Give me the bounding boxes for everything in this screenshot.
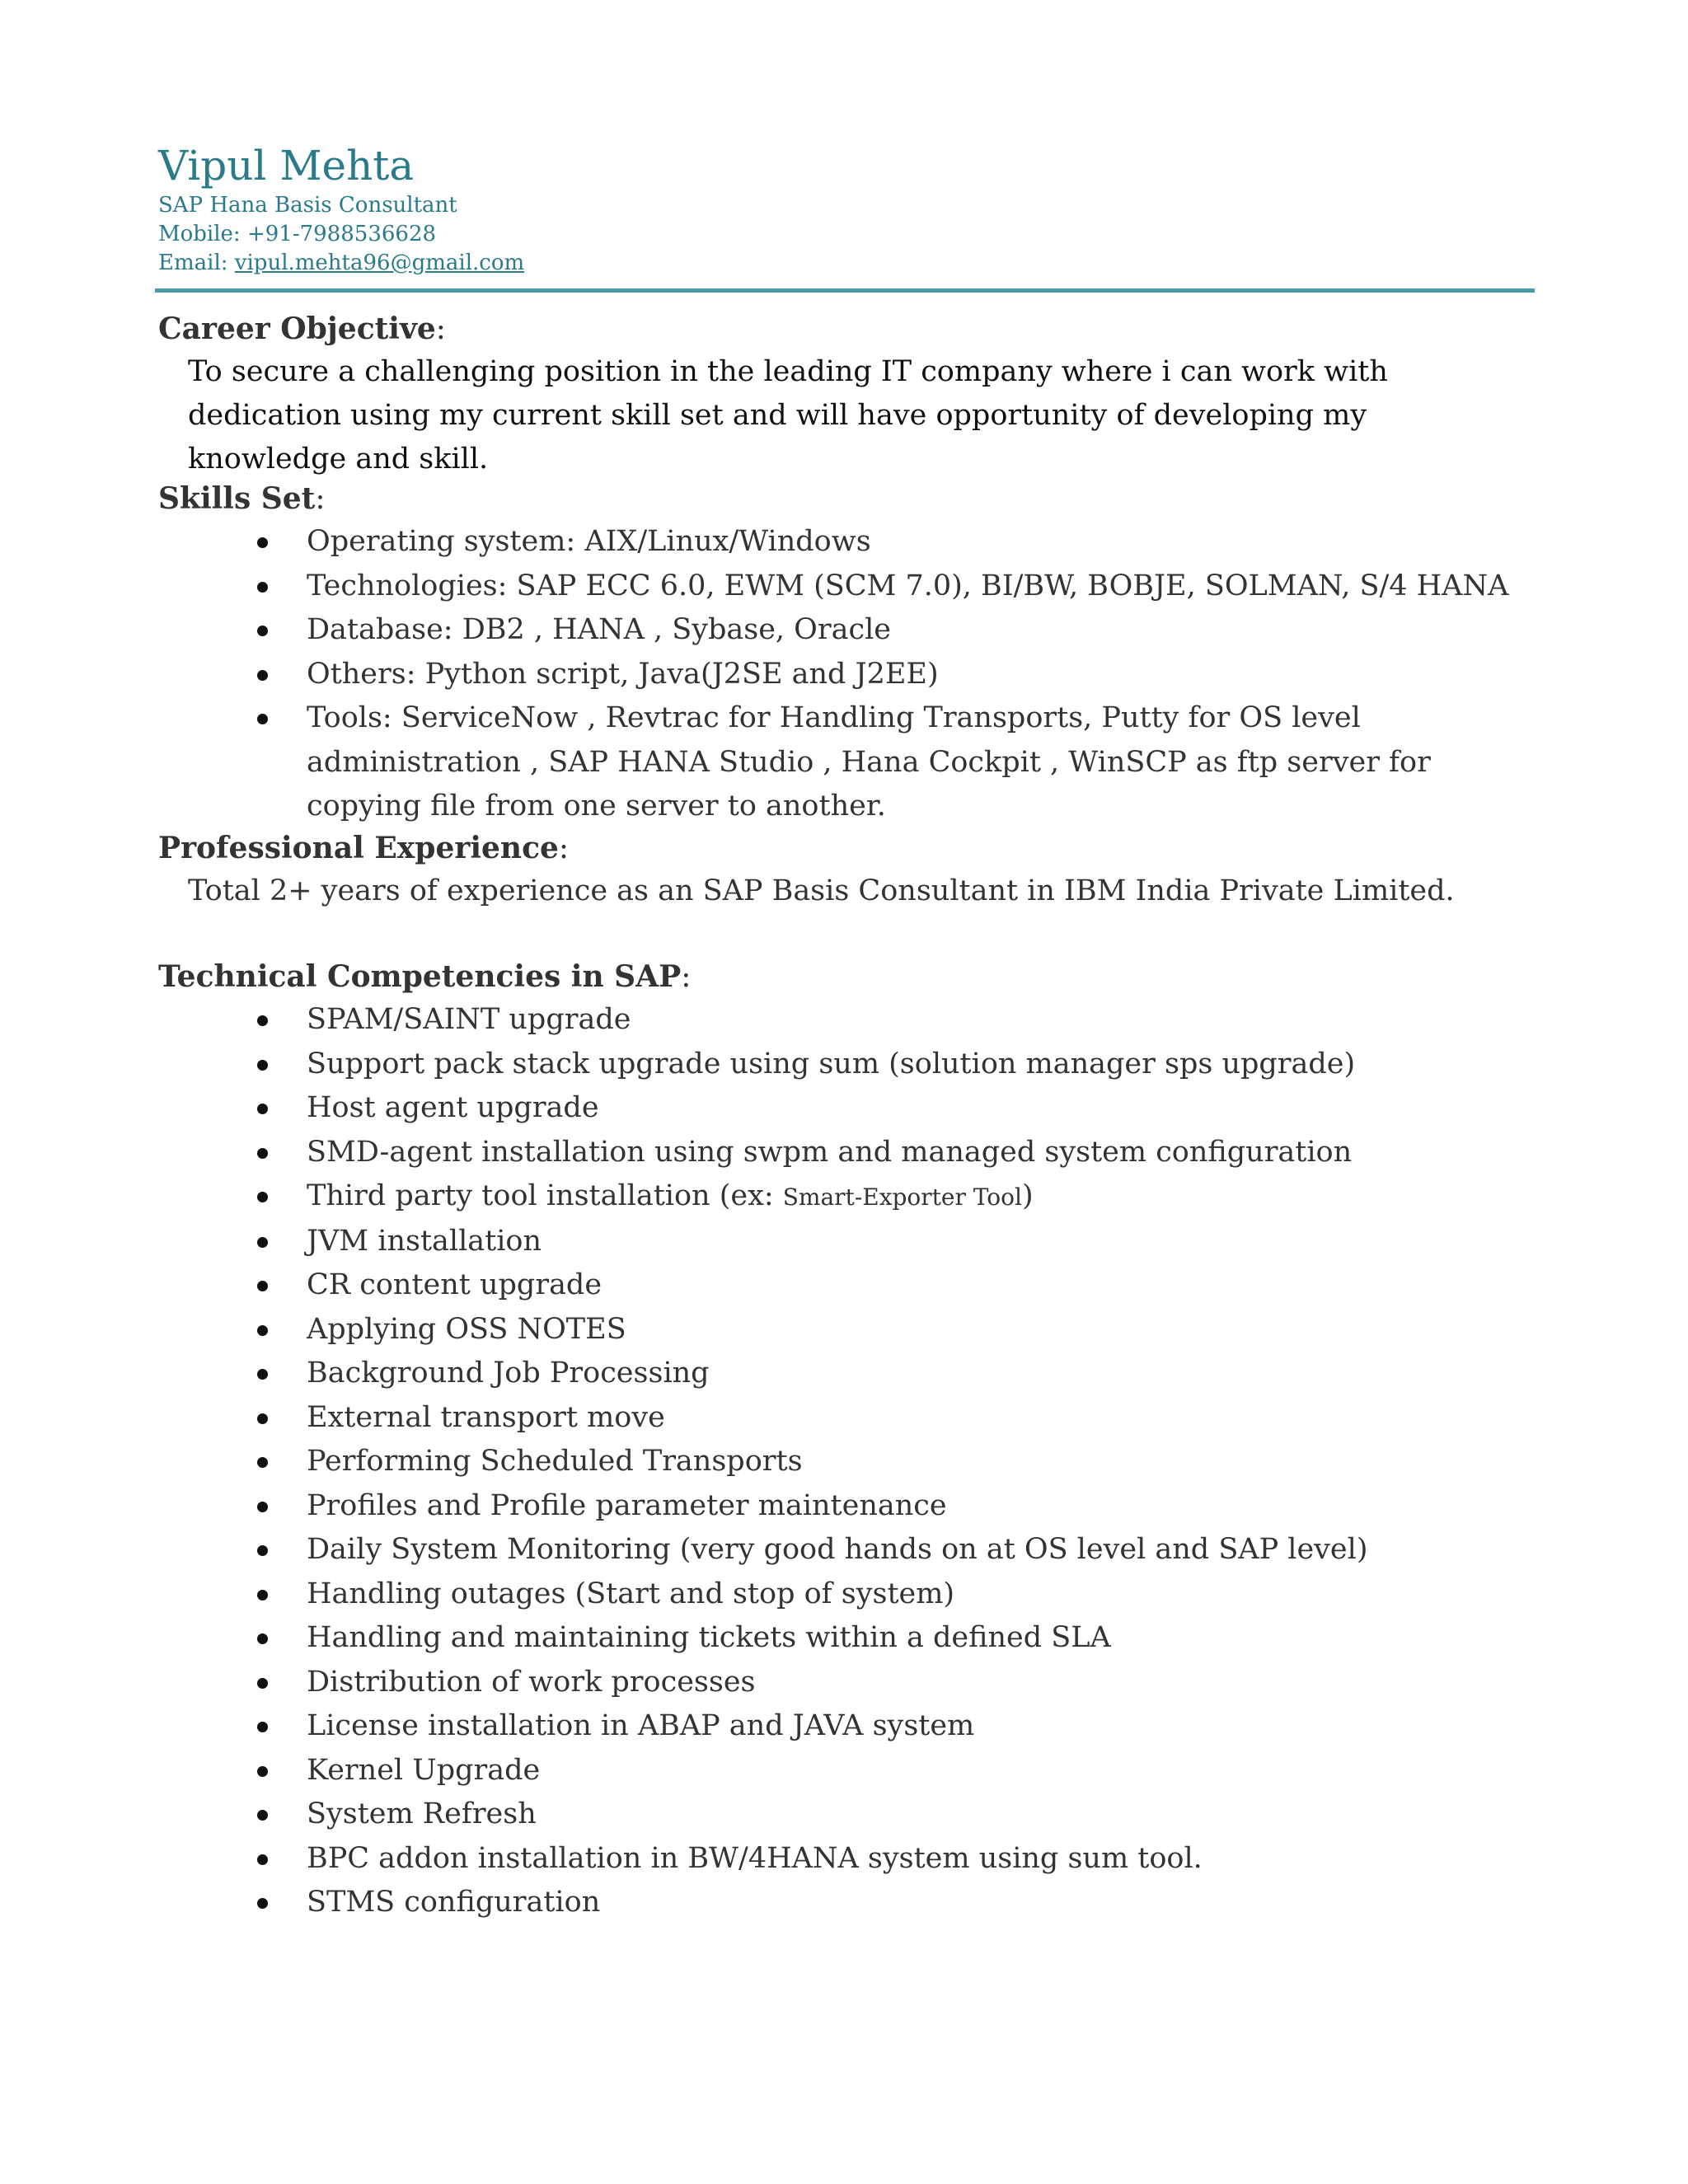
bullet-icon	[257, 1413, 268, 1424]
professional-experience-heading: Professional Experience:	[158, 831, 570, 865]
email-label: Email:	[158, 251, 235, 275]
list-item	[158, 1086, 1543, 1131]
list-item-text: Performing Scheduled Transports	[307, 1445, 803, 1478]
list-item-text: JVM installation	[307, 1224, 542, 1258]
list-item-text: Profiles and Profile parameter maintenance	[307, 1488, 947, 1522]
list-item	[158, 1881, 1543, 1925]
technical-competencies-section	[158, 956, 1543, 1925]
list-item	[158, 1043, 1543, 1087]
resume-header	[158, 140, 1535, 278]
list-item	[158, 520, 1543, 565]
list-item	[158, 608, 1543, 653]
list-item-text: SPAM/SAINT upgrade	[307, 1003, 631, 1036]
bullet-icon	[257, 714, 268, 724]
list-item	[158, 1484, 1543, 1529]
list-item	[158, 1263, 1543, 1308]
list-item-text: Operating system: AIX/Linux/Windows	[307, 525, 871, 558]
candidate-name: Vipul Mehta	[158, 142, 415, 190]
list-item-text: Applying OSS NOTES	[307, 1312, 626, 1346]
technical-competencies-list	[158, 998, 1543, 1925]
list-item-text: Daily System Monitoring (very good hands on at OS level and SAP level)	[307, 1533, 1368, 1566]
list-item-text: Others: Python script, Java(J2SE and J2EE)	[307, 657, 939, 691]
email-line	[158, 249, 1535, 278]
email-link[interactable]: vipul.mehta96@gmail.com	[234, 251, 525, 275]
list-item-text: Support pack stack upgrade using sum (solution manager sps upgrade)	[307, 1047, 1356, 1080]
list-item-text: Handling and maintaining tickets within a defined SLA	[307, 1621, 1111, 1654]
bullet-icon	[257, 537, 268, 548]
list-item	[158, 1440, 1543, 1484]
list-item-text: Technologies: SAP ECC 6.0, EWM (SCM 7.0), BI/BW, BOBJE, SOLMAN, S/4 HANA	[307, 569, 1509, 602]
bullet-icon	[257, 670, 268, 681]
list-item	[158, 1352, 1543, 1396]
list-item-text: Host agent upgrade	[307, 1091, 599, 1124]
mobile-line	[158, 220, 1535, 249]
list-item	[158, 1220, 1543, 1264]
list-item-text: Distribution of work processes	[307, 1665, 756, 1699]
professional-experience-section	[158, 827, 1543, 913]
list-item	[158, 1528, 1543, 1572]
bullet-icon	[257, 1060, 268, 1071]
list-item	[158, 1837, 1543, 1882]
list-item	[158, 1396, 1543, 1441]
list-item-text: SMD-agent installation using swpm and managed system configuration	[307, 1135, 1353, 1169]
list-item	[158, 565, 1543, 609]
mobile-number: +91-7988536628	[246, 222, 437, 246]
list-item-text: STMS configuration	[307, 1886, 601, 1919]
bullet-icon	[257, 1633, 268, 1644]
list-item	[158, 1661, 1543, 1705]
career-objective-heading: Career Objective:	[158, 312, 446, 346]
candidate-title: SAP Hana Basis Consultant	[158, 193, 457, 218]
header-divider	[155, 288, 1535, 293]
list-item	[158, 1174, 1543, 1220]
skills-list	[158, 520, 1543, 829]
list-item	[158, 653, 1543, 697]
list-item	[158, 1616, 1543, 1661]
skills-set-section	[158, 478, 1543, 829]
bullet-icon	[257, 1237, 268, 1248]
bullet-icon	[257, 1810, 268, 1821]
list-item-text: Third party tool installation (ex:	[307, 1179, 783, 1212]
list-item-text: Database: DB2 , HANA , Sybase, Oracle	[307, 613, 891, 646]
tool-name: Smart-Exporter Tool	[782, 1183, 1022, 1211]
bullet-icon	[257, 1502, 268, 1512]
mobile-label: Mobile:	[158, 222, 247, 246]
bullet-icon	[257, 1192, 268, 1202]
bullet-icon	[257, 1457, 268, 1468]
list-item	[158, 1749, 1543, 1793]
career-objective-section	[158, 308, 1543, 481]
bullet-icon	[257, 1369, 268, 1380]
bullet-icon	[257, 1104, 268, 1114]
bullet-icon	[257, 1854, 268, 1865]
bullet-icon	[257, 1148, 268, 1159]
list-item-text: Kernel Upgrade	[307, 1753, 541, 1787]
list-item	[158, 1572, 1543, 1617]
bullet-icon	[257, 1545, 268, 1556]
bullet-icon	[257, 1722, 268, 1732]
list-item-text: System Refresh	[307, 1797, 537, 1830]
list-item	[158, 1704, 1543, 1749]
list-item-text: Tools: ServiceNow , Revtrac for Handling Transports, Putty for OS level administration , SAP HANA Studio , Hana Cockpit , WinSCP as ftp server for copying file from one server to another.	[307, 701, 1431, 823]
bullet-icon	[257, 1766, 268, 1777]
closing-paren: )	[1021, 1179, 1034, 1212]
list-item	[158, 1308, 1543, 1352]
list-item	[158, 1131, 1543, 1175]
bullet-icon	[257, 626, 268, 636]
bullet-icon	[257, 1015, 268, 1026]
list-item-text: Background Job Processing	[307, 1357, 710, 1390]
list-item-text: BPC addon installation in BW/4HANA system using sum tool.	[307, 1841, 1203, 1875]
bullet-icon	[257, 1678, 268, 1689]
list-item-text: External transport move	[307, 1400, 665, 1434]
professional-experience-text: Total 2+ years of experience as an SAP Basis Consultant in IBM India Private Limited.	[188, 874, 1455, 907]
skills-set-heading: Skills Set:	[158, 481, 326, 516]
bullet-icon	[257, 1590, 268, 1601]
list-item-text: Handling outages (Start and stop of system)	[307, 1577, 955, 1610]
list-item	[158, 998, 1543, 1043]
bullet-icon	[257, 1898, 268, 1909]
technical-competencies-heading: Technical Competencies in SAP:	[158, 959, 692, 994]
list-item-text: License installation in ABAP and JAVA system	[307, 1709, 975, 1742]
list-item	[158, 696, 1543, 829]
career-objective-text: To secure a challenging position in the leading IT company where i can work with dedication using my current skill set and will have opportunity of developing my knowledge and skill.	[188, 355, 1388, 476]
bullet-icon	[257, 582, 268, 593]
list-item-text: CR content upgrade	[307, 1268, 603, 1301]
bullet-icon	[257, 1325, 268, 1336]
list-item	[158, 1793, 1543, 1837]
bullet-icon	[257, 1281, 268, 1291]
